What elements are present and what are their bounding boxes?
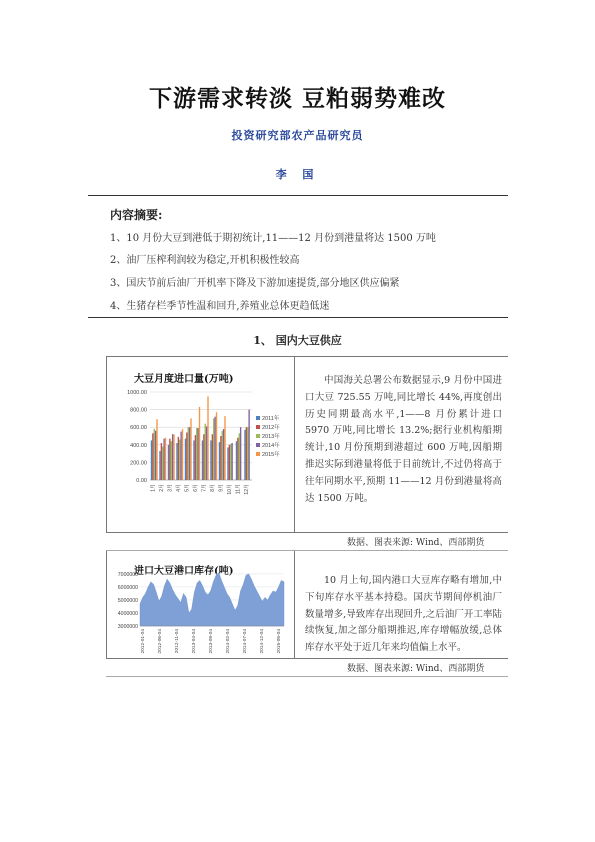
x-tick-label: 8月 [209, 484, 216, 492]
bar [210, 440, 211, 480]
y-tick-label: 0.00 [136, 478, 147, 484]
bar [182, 429, 183, 480]
bar [173, 434, 174, 480]
summary-heading: 内容摘要: [110, 208, 163, 222]
summary-item: 2、油厂压榨利润较为稳定,开机积极性较高 [110, 255, 300, 266]
bar [247, 427, 248, 480]
y-tick-label: 3000000 [117, 624, 138, 630]
table-row-line [106, 658, 508, 659]
legend-swatch [256, 452, 260, 456]
summary-item: 3、国庆节前后油厂开机率下降及下游加速提货,部分地区供应偏紧 [110, 278, 400, 289]
bar [171, 441, 172, 480]
port-inventory-area-chart [108, 564, 292, 656]
bar [216, 412, 217, 480]
x-tick-label: 2014-02-04 [226, 629, 231, 654]
bar [168, 445, 169, 480]
table-border-left [106, 550, 107, 658]
legend-label: 2012年 [262, 425, 280, 431]
legend-swatch [256, 443, 260, 447]
x-tick-label: 1月 [150, 484, 157, 492]
bar [212, 434, 213, 480]
y-tick-label: 800.00 [130, 407, 147, 414]
bar [199, 407, 200, 480]
x-tick-label: 2012-01-04 [141, 629, 146, 654]
summary-item: 1、10 月份大豆到港低于期初统计,11——12 月份到港量将达 1500 万吨 [110, 233, 436, 244]
bar [178, 437, 179, 480]
bar [163, 439, 164, 480]
author-name: 李 国 [275, 168, 320, 181]
bar [244, 430, 245, 480]
x-tick-label: 12月 [243, 484, 250, 495]
x-tick-label: 10月 [226, 484, 233, 495]
y-tick-label: 600.00 [130, 425, 147, 432]
y-tick-label: 200.00 [130, 460, 147, 467]
bar [213, 418, 214, 480]
summary-top-rule [88, 195, 508, 196]
y-tick-label: 1000.00 [127, 390, 147, 396]
bar [239, 433, 240, 480]
legend-label: 2014年 [262, 443, 280, 449]
bar [220, 436, 221, 480]
summary-item: 4、生猪存栏季节性温和回升,养殖业总体更趋低迷 [110, 301, 330, 312]
data-source: 数据、图表来源: Wind、西部期货 [347, 538, 485, 548]
bar [214, 417, 215, 480]
summary-bottom-rule [88, 317, 508, 318]
legend-label: 2015年 [262, 452, 280, 458]
chart-title: 进口大豆港口库存(吨) [134, 566, 234, 577]
bar [205, 424, 206, 480]
import-analysis-paragraph: 中国海关总署公布数据显示,9 月份中国进口大豆 725.55 万吨,同比增长 44%,再度创出历史同期最高水平,1——8 月份累计进口 5970 万吨,同比增长 13.2%;据行业机构船期统计,10 月份预期到港超过 600 万吨,因船期推迟实际到港量将低于目前统计,不过仍将高于往年同期水平,预期 11——12 月份到港量将高达 1500 万吨。 [305, 375, 502, 504]
bar [159, 451, 160, 480]
x-tick-label: 2013-04-04 [192, 629, 197, 654]
bar [185, 439, 186, 480]
bar [190, 418, 191, 480]
bar [197, 428, 198, 480]
author-department: 投资研究部农产品研究员 [231, 129, 364, 142]
bar [230, 444, 231, 480]
bar [246, 427, 247, 480]
inventory-analysis-paragraph: 10 月上旬,国内港口大豆库存略有增加,中下旬库存水平基本持稳。国庆节期间停机油厂数量增多,导致库存出现回升,之后油厂开工率陆续恢复,加之部分船期推迟,库存增幅放缓,总体库存水平处于近几年来均值偏上水平。 [305, 575, 502, 654]
bar [176, 443, 177, 480]
x-tick-label: 6月 [192, 484, 199, 492]
bar [179, 440, 180, 480]
table-divider [294, 550, 295, 658]
x-tick-label: 9月 [218, 484, 225, 492]
x-tick-label: 2012-06-04 [158, 629, 163, 654]
x-tick-label: 2012-11-04 [175, 629, 180, 654]
page-title: 下游需求转淡 豆粕弱势难改 [148, 86, 446, 112]
y-tick-label: 5000000 [117, 597, 138, 604]
table-border-left [106, 356, 107, 532]
x-tick-label: 7月 [201, 484, 208, 492]
x-tick-label: 2014-07-04 [243, 629, 248, 654]
table-row-line [106, 532, 508, 533]
legend-label: 2013年 [262, 434, 280, 440]
bar [156, 419, 157, 480]
x-tick-label: 2014-12-04 [260, 629, 265, 654]
bar [231, 443, 232, 480]
x-tick-label: 11月 [235, 484, 242, 495]
bar [151, 440, 152, 480]
bar [219, 442, 220, 480]
bar [236, 441, 237, 480]
section-heading: 1、 国内大豆供应 [253, 334, 342, 347]
bar [169, 439, 170, 480]
bar [237, 438, 238, 480]
data-source: 数据、图表来源: Wind、西部期货 [347, 664, 485, 674]
x-tick-label: 2015-05-04 [277, 629, 282, 654]
bar [161, 443, 162, 480]
chart-title: 大豆月度进口量(万吨) [134, 374, 234, 385]
bar [248, 410, 249, 480]
bar [207, 396, 208, 480]
x-tick-label: 4月 [175, 484, 182, 492]
bar [202, 440, 203, 480]
bar [180, 432, 181, 480]
bar [189, 427, 190, 480]
legend-swatch [256, 434, 260, 438]
bar [186, 432, 187, 480]
bar [195, 435, 196, 480]
legend-label: 2011年 [262, 416, 280, 422]
bar [223, 429, 224, 480]
bar [203, 434, 204, 480]
bar [162, 447, 163, 480]
bar [172, 434, 173, 480]
legend-swatch [256, 416, 260, 420]
bar [193, 440, 194, 480]
table-bottom-line [106, 676, 508, 677]
bar [224, 416, 225, 480]
table-divider [294, 356, 295, 532]
bar [154, 429, 155, 480]
bar [206, 426, 207, 480]
x-tick-label: 5月 [184, 484, 191, 492]
x-tick-label: 2013-09-04 [209, 629, 214, 654]
bar [196, 428, 197, 480]
x-tick-label: 2月 [158, 484, 165, 492]
bar [152, 433, 153, 480]
legend-swatch [256, 425, 260, 429]
bar [165, 438, 166, 480]
table-top-line [106, 356, 508, 357]
bar [240, 427, 241, 480]
table-row-line [106, 550, 508, 551]
bar [155, 431, 156, 480]
inventory-area [140, 573, 284, 626]
x-tick-label: 3月 [167, 484, 174, 492]
y-tick-label: 400.00 [130, 442, 147, 449]
y-tick-label: 4000000 [117, 610, 138, 617]
import-volume-bar-chart [110, 386, 290, 530]
bar [222, 431, 223, 480]
bar [229, 445, 230, 480]
bar [188, 427, 189, 480]
y-tick-label: 7000000 [117, 571, 138, 578]
y-tick-label: 6000000 [117, 584, 138, 591]
bar [227, 447, 228, 480]
